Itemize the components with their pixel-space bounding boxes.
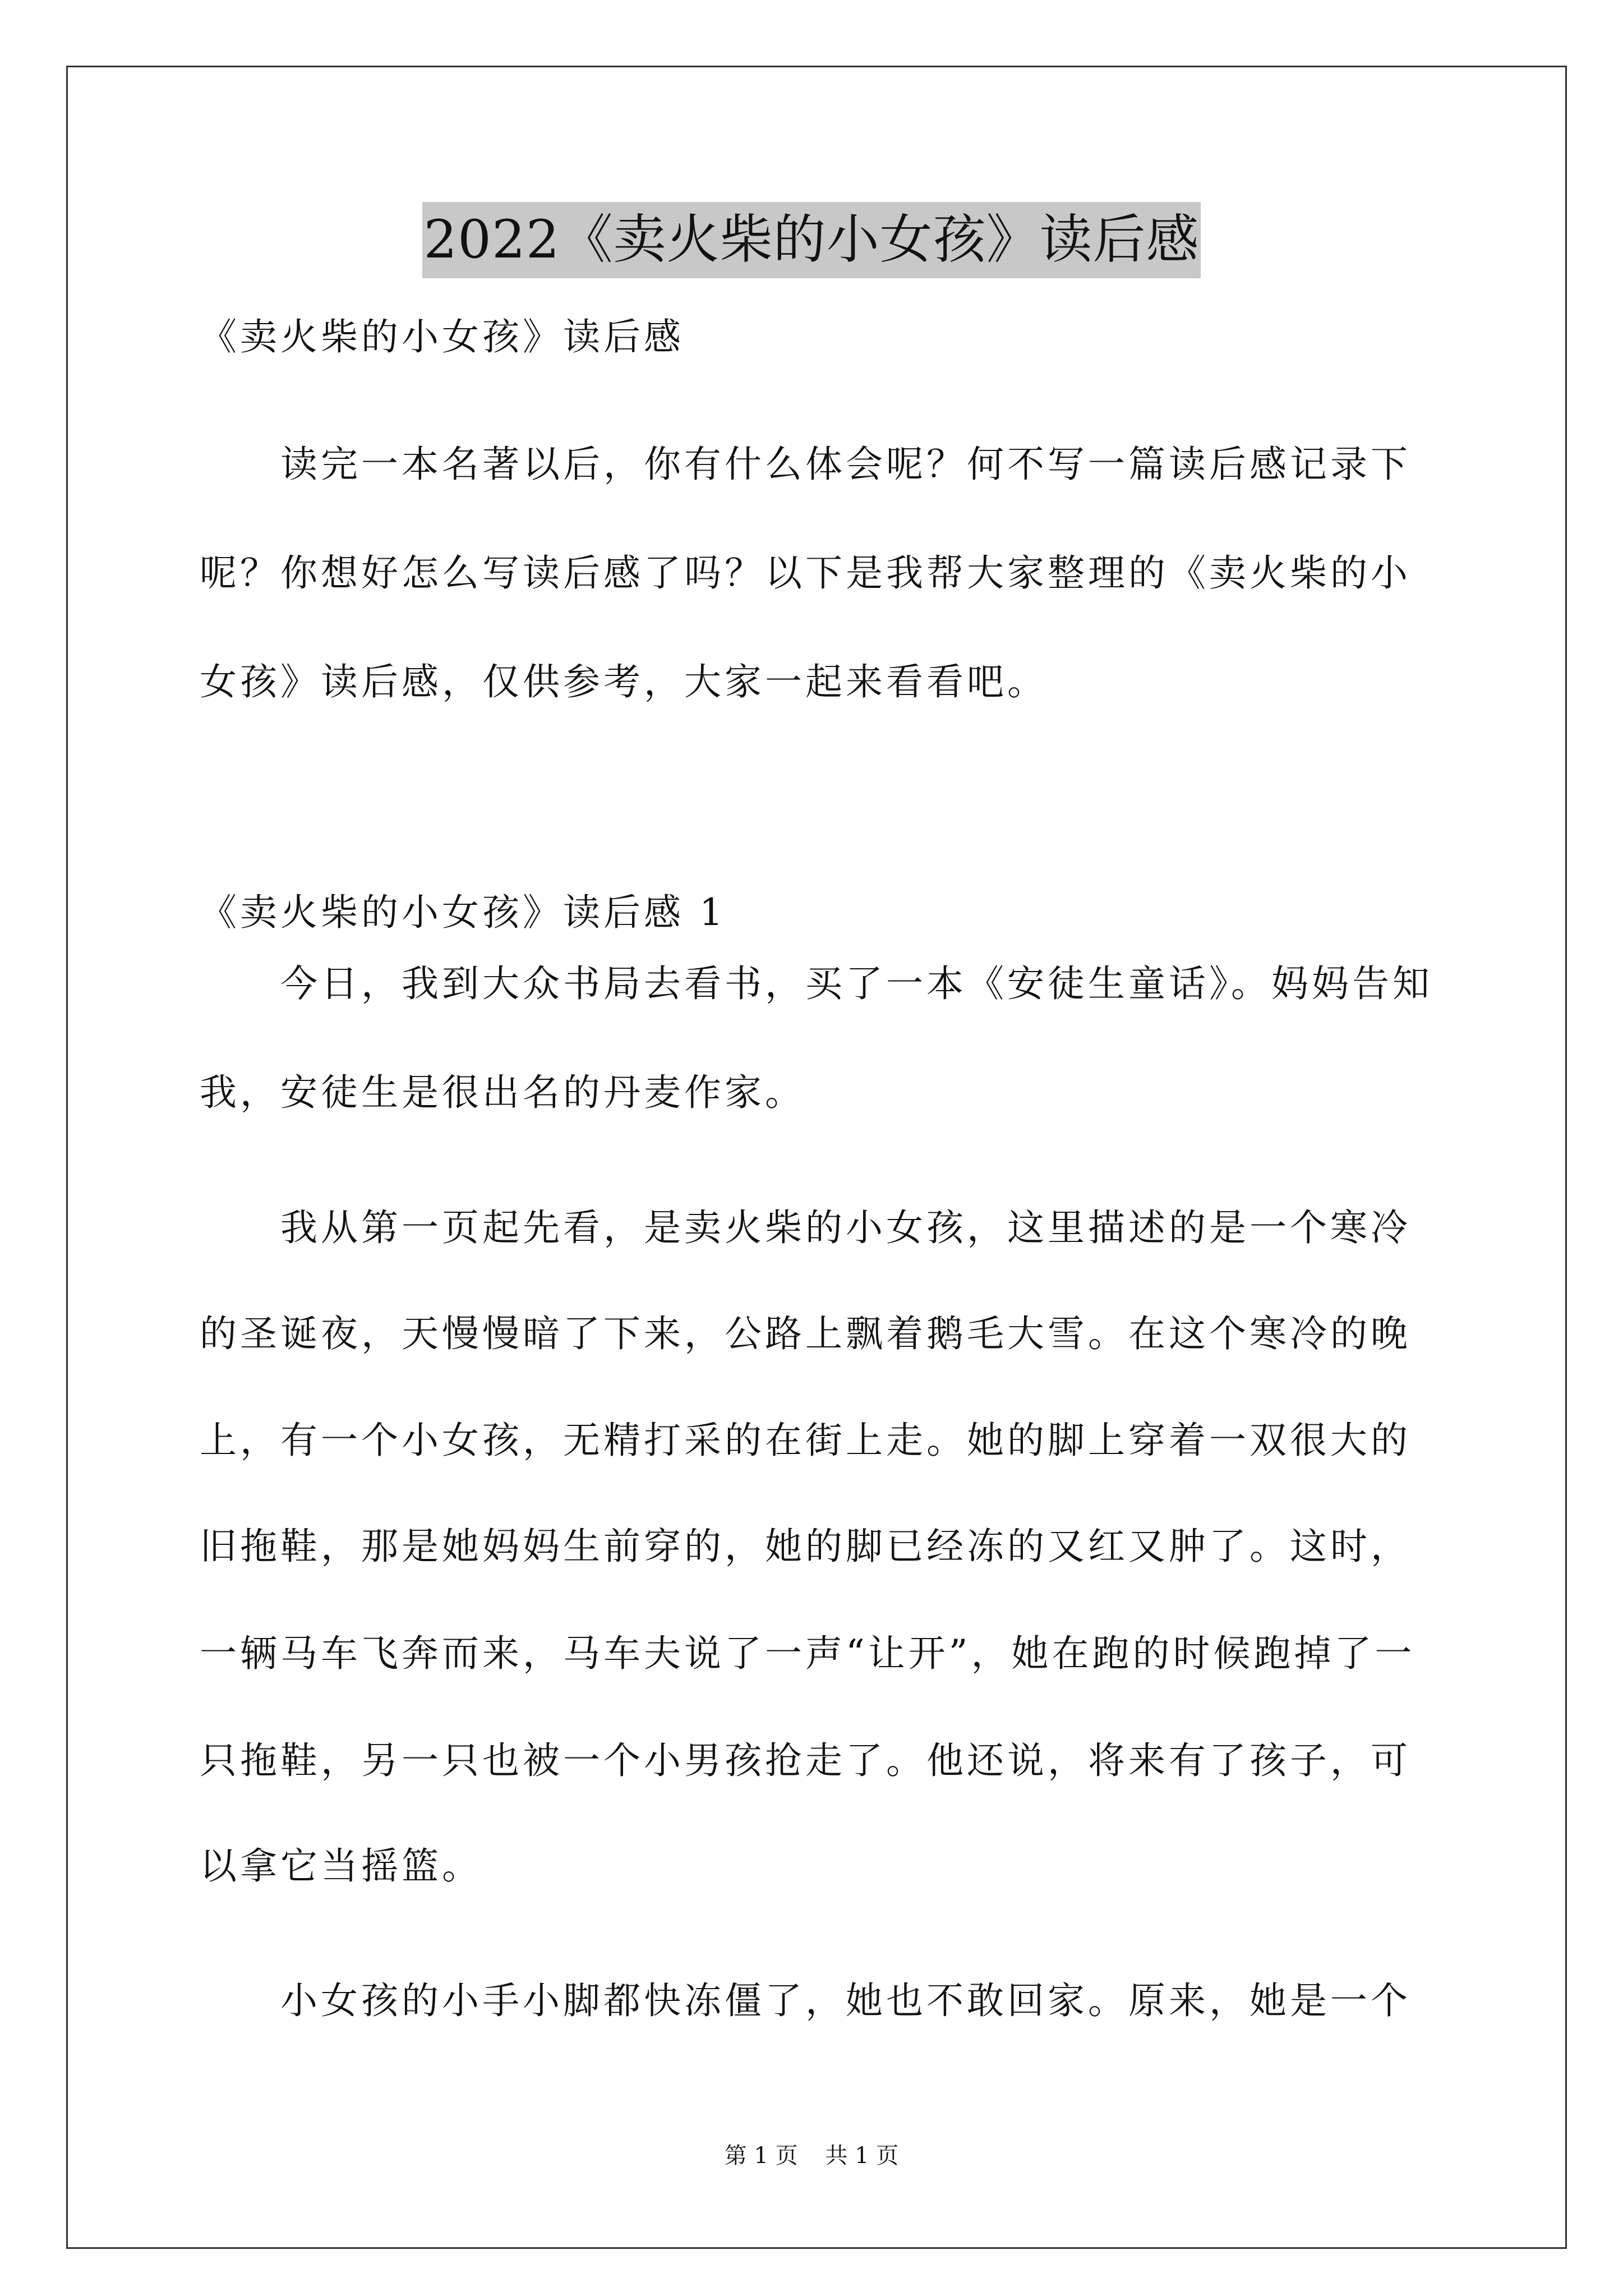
document-title: 2022《卖火柴的小女孩》读后感 bbox=[422, 202, 1200, 278]
intro-line-2: 呢？你想好怎么写读后感了吗？以下是我帮大家整理的《卖火柴的小 bbox=[200, 551, 1411, 595]
intro-line-1: 读完一本名著以后，你有什么体会呢？何不写一篇读后感记录下 bbox=[280, 443, 1411, 486]
p2-line-3: 上，有一个小女孩，无精打采的在街上走。她的脚上穿着一双很大的 bbox=[200, 1419, 1411, 1462]
p3-line-1: 小女孩的小手小脚都快冻僵了，她也不敢回家。原来，她是一个 bbox=[280, 1979, 1411, 2022]
intro-line-3: 女孩》读后感，仅供参考，大家一起来看看吧。 bbox=[200, 660, 1048, 703]
p2-line-5: 一辆马车飞奔而来，马车夫说了一声“让开”，她在跑的时候跑掉了一 bbox=[200, 1632, 1415, 1675]
p1-line-2: 我，安徒生是很出名的丹麦作家。 bbox=[200, 1071, 805, 1114]
page-total: 共 1 页 bbox=[825, 2143, 899, 2169]
p1-line-1: 今日，我到大众书局去看书，买了一本《安徒生童话》。妈妈告知 bbox=[280, 962, 1433, 1005]
title-container bbox=[0, 202, 1623, 278]
p2-line-1: 我从第一页起先看，是卖火柴的小女孩，这里描述的是一个寒冷 bbox=[280, 1206, 1411, 1249]
section-heading: 《卖火柴的小女孩》读后感 1 bbox=[200, 891, 726, 934]
page-number: 第 1 页 bbox=[724, 2143, 798, 2169]
subtitle: 《卖火柴的小女孩》读后感 bbox=[200, 315, 684, 358]
page-footer bbox=[0, 2142, 1623, 2170]
p2-line-6: 只拖鞋，另一只也被一个小男孩抢走了。他还说，将来有了孩子，可 bbox=[200, 1739, 1411, 1782]
p2-line-7: 以拿它当摇篮。 bbox=[200, 1844, 482, 1888]
p2-line-2: 的圣诞夜，天慢慢暗了下来，公路上飘着鹅毛大雪。在这个寒冷的晚 bbox=[200, 1312, 1411, 1355]
p2-line-4: 旧拖鞋，那是她妈妈生前穿的，她的脚已经冻的又红又肿了。这时， bbox=[200, 1525, 1411, 1568]
page-border bbox=[66, 66, 1567, 2249]
